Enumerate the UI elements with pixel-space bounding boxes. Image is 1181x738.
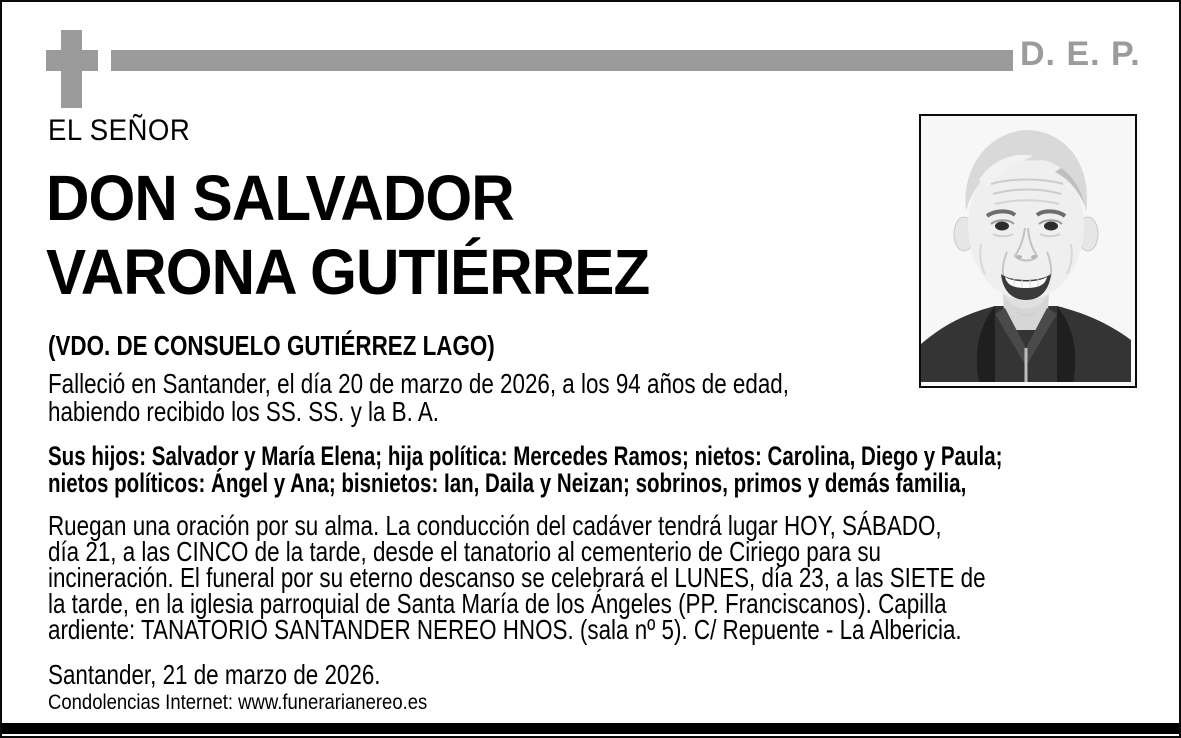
funeral-paragraph-line: día 21, a las CINCO de la tarde, desde el tanatorio al cementerio de Ciriego para su	[48, 536, 881, 567]
funeral-paragraph-line: ardiente: TANATORIO SANTANDER NEREO HNOS. (sala nº 5). C/ Repuente - La Albericia.	[48, 614, 962, 645]
family-paragraph	[48, 443, 1181, 496]
portrait-photo	[919, 114, 1137, 388]
death-paragraph	[48, 370, 974, 426]
widower-subtitle: (VDO. DE CONSUELO GUTIÉRREZ LAGO)	[48, 330, 495, 361]
cross-icon	[46, 50, 98, 71]
death-paragraph-line: habiendo recibido los SS. SS. y la B. A.	[48, 396, 439, 427]
elderly-man-portrait-illustration	[921, 116, 1131, 382]
family-paragraph-line: nietos políticos: Ángel y Ana; bisnietos: Ian, Daila y Neizan; sobrinos, primos y demás familia,	[48, 467, 967, 498]
family-paragraph-line: Sus hijos: Salvador y María Elena; hija política: Mercedes Ramos; nietos: Carolina, Diego y Paula;	[48, 441, 1003, 471]
funeral-paragraph-line: incineración. El funeral por su eterno descanso se celebrará el LUNES, día 23, a las SIETE de	[48, 562, 986, 593]
death-paragraph-line: Falleció en Santander, el día 20 de marzo de 2026, a los 94 años de edad,	[48, 368, 789, 399]
header-rule	[111, 50, 1013, 71]
condolences-url: Condolencias Internet: www.funerarianereo.es	[48, 690, 428, 714]
deceased-name-line2: VARONA GUTIÉRREZ	[46, 236, 650, 308]
funeral-paragraph	[48, 510, 1181, 645]
dep-label: D. E. P.	[1020, 35, 1141, 73]
dateline: Santander, 21 de marzo de 2026.	[48, 659, 381, 690]
funeral-paragraph-line: Ruegan una oración por su alma. La conducción del cadáver tendrá lugar HOY, SÁBADO,	[48, 510, 942, 541]
pre-title: EL SEÑOR	[48, 114, 191, 147]
bottom-divider-bar	[2, 723, 1179, 734]
deceased-name-line1: DON SALVADOR	[46, 162, 514, 234]
funeral-paragraph-line: la tarde, en la iglesia parroquial de Santa María de los Ángeles (PP. Franciscanos). Capilla	[48, 588, 947, 619]
